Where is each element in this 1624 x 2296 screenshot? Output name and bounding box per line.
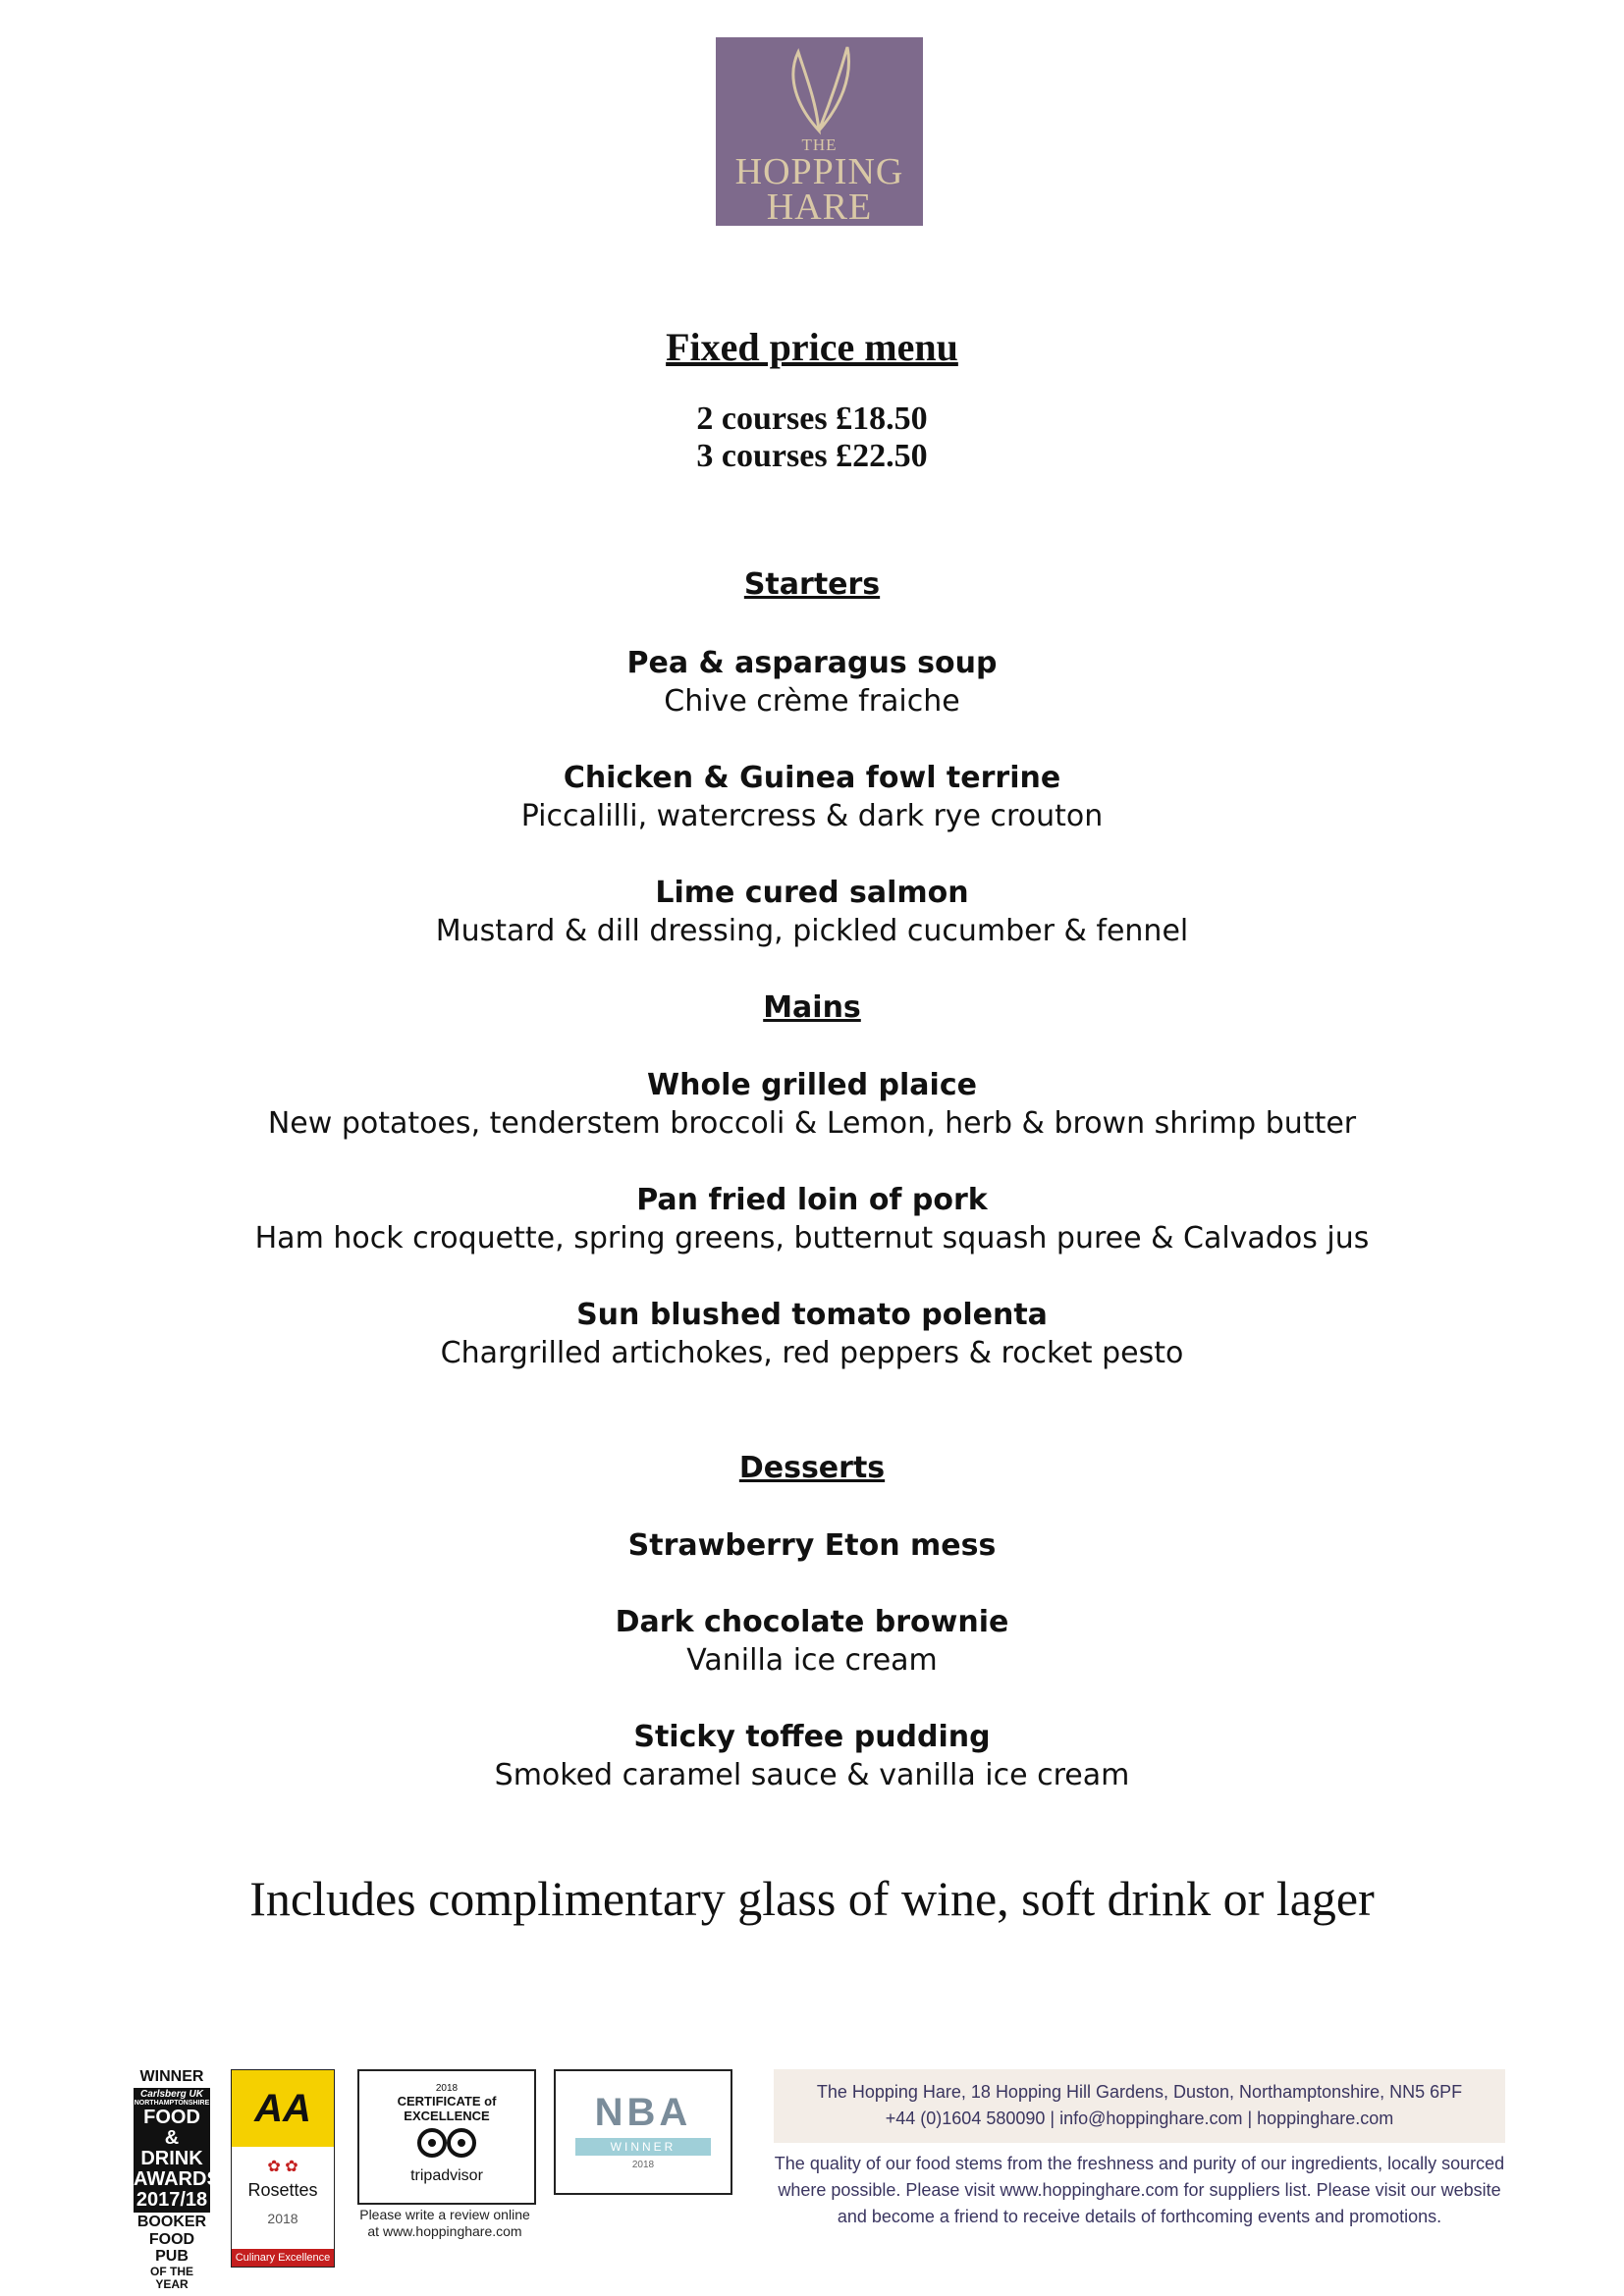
menu-content [0, 324, 1624, 1794]
main-item [0, 1181, 1624, 1257]
dish-name: Whole grilled plaice [647, 1068, 977, 1102]
dish-description: Chive crème fraiche [664, 684, 960, 719]
rosette-icons: ✿ ✿ [267, 2159, 298, 2175]
starter-item [0, 644, 1624, 721]
award-region: NORTHAMPTONSHIRE [134, 2100, 210, 2108]
award-sponsor: Carlsberg UK [140, 2088, 203, 2100]
dish-description: Ham hock croquette, spring greens, butternut squash puree & Calvados jus [254, 1221, 1370, 1255]
address-line: The Hopping Hare, 18 Hopping Hill Gardens, Duston, Northamptonshire, NN5 6PF [816, 2082, 1463, 2102]
dish-name: Pan fried loin of pork [636, 1183, 988, 1217]
aa-rosettes-badge [231, 2069, 335, 2268]
aa-year: 2018 [267, 2211, 298, 2226]
dish-description: Smoked caramel sauce & vanilla ice cream [494, 1758, 1130, 1792]
dish-name: Sticky toffee pudding [633, 1720, 991, 1754]
quality-statement: The quality of our food stems from the freshness and purity of our ingredients, locally sourced where possible. Please visit www.hoppinghare.com for suppliers list. Please visit our website and become a friend to receive details of forthcoming events and promotions. [774, 2154, 1505, 2226]
price-block [0, 400, 1624, 475]
award-food-pub: FOOD PUB [148, 2231, 195, 2266]
dish-description: Vanilla ice cream [686, 1643, 938, 1678]
section-heading-desserts: Desserts [738, 1451, 886, 1485]
section-heading-starters: Starters [743, 567, 881, 602]
dish-description: New potatoes, tenderstem broccoli & Lemon, herb & brown shrimp butter [267, 1106, 1357, 1141]
dish-name: Lime cured salmon [655, 876, 969, 910]
menu-title: Fixed price menu [666, 325, 958, 369]
award-black-block [134, 2088, 220, 2213]
owl-icon [412, 2125, 481, 2159]
main-item [0, 1066, 1624, 1143]
dessert-item [0, 1718, 1624, 1794]
aa-culinary-band: Culinary Excellence [232, 2249, 334, 2267]
dessert-item [0, 1603, 1624, 1680]
award-drink: & DRINK [140, 2126, 203, 2169]
award-food: FOOD [143, 2106, 200, 2128]
dish-name: Strawberry Eton mess [627, 1528, 997, 1563]
award-year: 2017/18 [135, 2188, 208, 2211]
award-of-the-year: OF THE YEAR [150, 2265, 193, 2291]
ta-brand: tripadvisor [410, 2167, 483, 2184]
logo-line-hare: HARE [766, 187, 873, 228]
starter-item [0, 759, 1624, 835]
price-three-courses: 3 courses £22.50 [696, 438, 928, 474]
ta-excellence: EXCELLENCE [404, 2109, 490, 2123]
aa-rosettes-label: Rosettes [247, 2180, 318, 2200]
logo-line-the: THE [801, 135, 838, 154]
food-drink-awards-badge [134, 2068, 220, 2291]
award-awards: AWARDS [134, 2167, 220, 2190]
section-heading-mains: Mains [763, 990, 861, 1025]
nba-winner-badge [554, 2069, 732, 2195]
nba-logo: NBA [594, 2091, 692, 2134]
complimentary-drink-note: Includes complimentary glass of wine, soft drink or lager [249, 1871, 1375, 1926]
review-note: Please write a review online at www.hoppinghare.com [359, 2207, 530, 2239]
logo-line-hopping: HOPPING [734, 151, 904, 192]
dish-name: Pea & asparagus soup [626, 646, 998, 680]
nba-winner-band: WINNER [575, 2138, 711, 2156]
award-booker: BOOKER [136, 2213, 207, 2230]
price-two-courses: 2 courses £18.50 [696, 400, 928, 437]
address-box [774, 2069, 1505, 2143]
ta-year: 2018 [435, 2083, 459, 2094]
ta-certificate-of: CERTIFICATE of [397, 2094, 497, 2109]
dish-description: Piccalilli, watercress & dark rye crouton [520, 799, 1104, 833]
dish-description: Chargrilled artichokes, red peppers & rocket pesto [440, 1336, 1184, 1370]
starter-item [0, 874, 1624, 950]
award-winner-text: WINNER [139, 2068, 204, 2085]
hopping-hare-logo [716, 37, 923, 226]
dish-description: Mustard & dill dressing, pickled cucumber & fennel [435, 914, 1189, 948]
aa-logo: AA [232, 2070, 334, 2147]
tripadvisor-certificate-badge [357, 2069, 536, 2205]
dish-name: Sun blushed tomato polenta [576, 1298, 1048, 1332]
dessert-item [0, 1526, 1624, 1565]
main-item [0, 1296, 1624, 1372]
dish-name: Chicken & Guinea fowl terrine [563, 761, 1061, 795]
dish-name: Dark chocolate brownie [615, 1605, 1009, 1639]
footer [0, 2069, 1624, 2296]
hare-ears-icon [786, 37, 852, 135]
contact-line: +44 (0)1604 580090 | info@hoppinghare.com | hoppinghare.com [885, 2109, 1394, 2128]
nba-year: 2018 [631, 2160, 655, 2170]
